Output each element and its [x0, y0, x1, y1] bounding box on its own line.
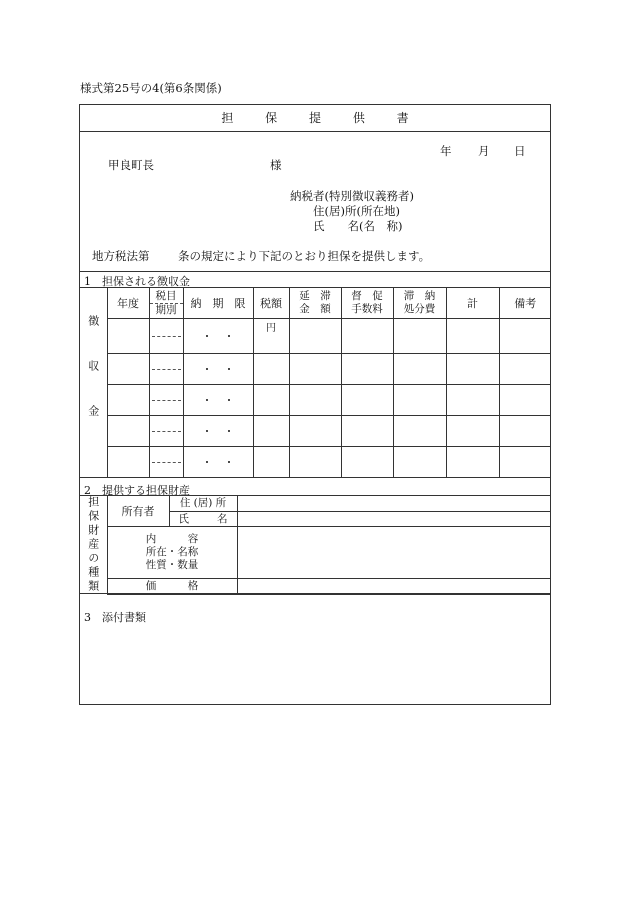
cell-total[interactable] [446, 354, 499, 385]
cell-dunning[interactable] [341, 385, 393, 416]
addressee: 甲良町長 [108, 158, 154, 172]
cell-tax-amount[interactable] [253, 354, 289, 385]
cell-disposal[interactable] [393, 385, 446, 416]
cell-tax-item[interactable] [149, 385, 183, 416]
cell-tax-item[interactable] [149, 319, 183, 354]
table-row [79, 385, 551, 416]
cell-tax-amount[interactable] [253, 385, 289, 416]
cell-deadline[interactable]: ・ ・ [183, 354, 253, 385]
cell-tax-item[interactable] [149, 416, 183, 447]
col-tax-item: 税目 期別 [149, 288, 183, 319]
divider [80, 593, 550, 594]
cell-total[interactable] [446, 416, 499, 447]
cell-deadline[interactable]: ・ ・ [183, 385, 253, 416]
col-deadline: 納 期 限 [183, 288, 253, 319]
divider [80, 131, 550, 132]
col-delay-interest: 延 滞 金 額 [289, 288, 341, 319]
cell-delay[interactable] [289, 354, 341, 385]
form-frame [79, 104, 551, 705]
divider [80, 271, 550, 272]
date-month: 月 [478, 144, 490, 158]
statement-prefix: 地方税法第 [92, 249, 150, 263]
content-label: 内 容 所在・名称 性質・数量 [107, 527, 237, 578]
collateral-side-label: 担保財産の種類 [79, 496, 107, 595]
cell-remarks[interactable] [499, 416, 551, 447]
owner-label: 所有者 [107, 496, 169, 527]
cell-delay[interactable] [289, 447, 341, 478]
cell-remarks[interactable] [499, 447, 551, 478]
table-row [79, 319, 551, 354]
owner-name-field[interactable] [237, 511, 551, 527]
content-field[interactable] [237, 527, 551, 578]
cell-total[interactable] [446, 385, 499, 416]
cell-tax-amount[interactable]: 円 [253, 319, 289, 354]
cell-dunning[interactable] [341, 319, 393, 354]
col-year: 年度 [107, 288, 149, 319]
cell-disposal[interactable] [393, 416, 446, 447]
date-year: 年 [440, 144, 452, 158]
taxpayer-label: 納税者(特別徴収義務者) [290, 189, 414, 203]
cell-tax-item[interactable] [149, 354, 183, 385]
cell-tax-item[interactable] [149, 447, 183, 478]
cell-deadline[interactable]: ・ ・ [183, 447, 253, 478]
cell-disposal[interactable] [393, 447, 446, 478]
owner-address-field[interactable] [237, 496, 551, 512]
table-row [79, 416, 551, 447]
owner-name-label: 氏 名 [169, 511, 237, 527]
cell-remarks[interactable] [499, 354, 551, 385]
cell-dunning[interactable] [341, 447, 393, 478]
section3-title: 3 添付書類 [84, 611, 146, 624]
form-label: 様式第25号の4(第6条関係) [80, 81, 222, 95]
date-day: 日 [514, 144, 526, 158]
cell-year[interactable] [107, 354, 149, 385]
cell-tax-amount[interactable] [253, 447, 289, 478]
cell-disposal[interactable] [393, 354, 446, 385]
cell-year[interactable] [107, 416, 149, 447]
cell-remarks[interactable] [499, 319, 551, 354]
honorific: 様 [270, 158, 282, 172]
col-disposal-fee: 滞 納 処分費 [393, 288, 446, 319]
collateral-table [79, 495, 551, 595]
cell-dunning[interactable] [341, 354, 393, 385]
col-total: 計 [446, 288, 499, 319]
taxpayer-address: 住(居)所(所在地) [313, 204, 400, 218]
title-char: 供 [352, 111, 365, 125]
collection-side-label: 徴収金 [79, 288, 107, 478]
cell-deadline[interactable]: ・ ・ [183, 416, 253, 447]
section1-title: 1 担保される徴収金 [84, 275, 190, 288]
price-field[interactable] [237, 578, 551, 594]
title-char: 担 [221, 111, 234, 125]
form-title [80, 105, 550, 131]
col-remarks: 備考 [499, 288, 551, 319]
title-char: 保 [265, 111, 278, 125]
cell-remarks[interactable] [499, 385, 551, 416]
price-label: 価 格 [107, 578, 237, 594]
table-row [79, 354, 551, 385]
section2-title: 2 提供する担保財産 [84, 484, 190, 497]
cell-year[interactable] [107, 319, 149, 354]
table-row [79, 447, 551, 478]
cell-tax-amount[interactable] [253, 416, 289, 447]
col-dunning-fee: 督 促 手数料 [341, 288, 393, 319]
cell-total[interactable] [446, 447, 499, 478]
cell-disposal[interactable] [393, 319, 446, 354]
cell-year[interactable] [107, 447, 149, 478]
collection-table [79, 287, 551, 478]
title-char: 提 [308, 111, 321, 125]
cell-year[interactable] [107, 385, 149, 416]
col-tax-amount: 税額 [253, 288, 289, 319]
cell-deadline[interactable]: ・ ・ [183, 319, 253, 354]
cell-delay[interactable] [289, 319, 341, 354]
title-char: 書 [396, 111, 409, 125]
cell-delay[interactable] [289, 416, 341, 447]
owner-address-label: 住 (居) 所 [169, 496, 237, 512]
cell-total[interactable] [446, 319, 499, 354]
cell-delay[interactable] [289, 385, 341, 416]
cell-dunning[interactable] [341, 416, 393, 447]
taxpayer-name: 氏 名(名 称) [313, 219, 403, 233]
statement-suffix: 条の規定により下記のとおり担保を提供します。 [178, 249, 431, 263]
